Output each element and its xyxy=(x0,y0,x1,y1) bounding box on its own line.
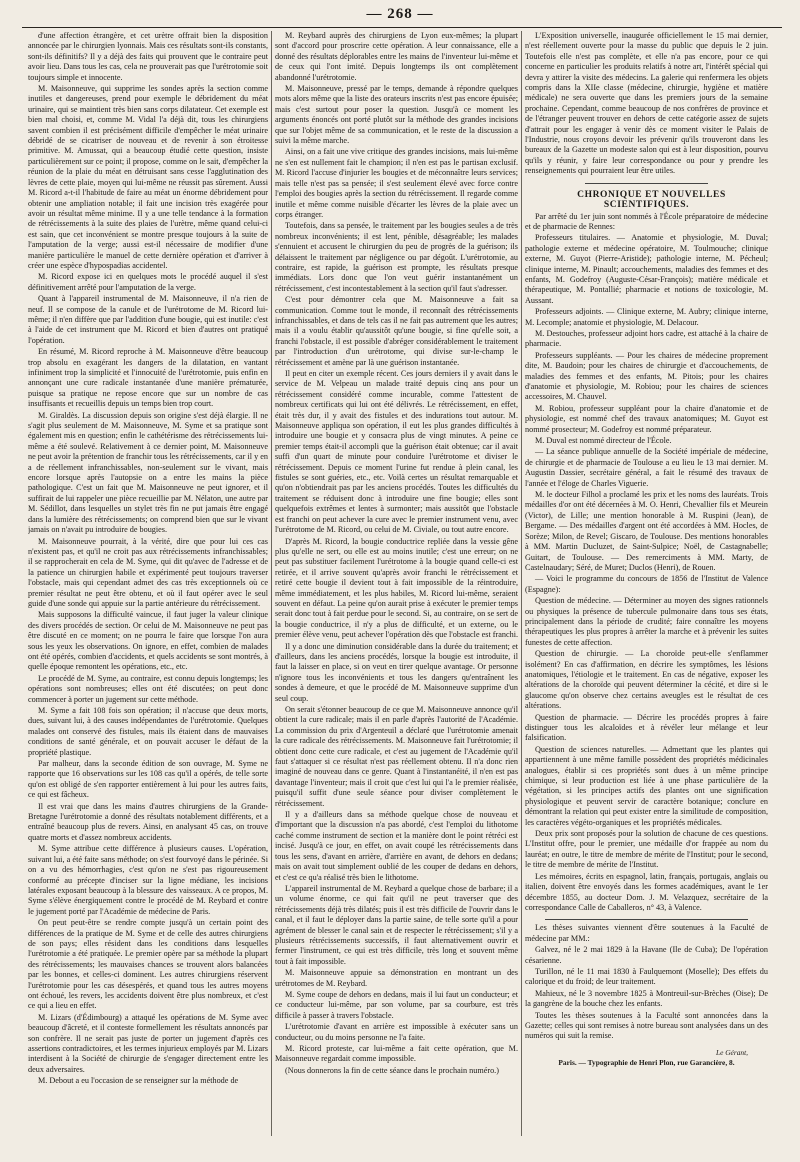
column-right xyxy=(525,31,768,1137)
section-title: CHRONIQUE ET NOUVELLES SCIENTIFIQUES. xyxy=(577,189,726,211)
paragraph: Professeurs titulaires. — Anatomie et physiologie, M. Duval; pathologie externe et médecine opératoire, M. Toulmouche; clinique externe, M. Guyot (Pierre-Aristide); pathologie interne, M. Pécheul; clinique interne, M. Pinault; accouchements, maladies des femmes et des enfants, M. Godefroy (Auguste-César-François); matière médicale et thérapeutique, M. Pontallié; pharmacie et notions de toxicologie, M. Aussant. xyxy=(525,233,768,305)
paragraph: L'urétrotomie d'avant en arrière est impossible à exécuter sans un conducteur, ou du moins personne ne l'a faite. xyxy=(275,1022,518,1042)
thesis-item: Galvez, né le 2 mai 1829 à la Havane (Ile de Cuba); De l'opération césarienne. xyxy=(525,945,768,965)
paragraph: M. Syme coupe de dehors en dedans, mais il lui faut un conducteur; et ce conducteur lui-même, par son volume, par sa courbure, est très difficile à passer à travers l'obstacle. xyxy=(275,989,518,1020)
section-separator xyxy=(545,919,748,920)
paragraph: On peut peut-être se rendre compte jusqu'à un certain point des différences de la pratique de M. Syme et de celle des autres chirurgiens de son pays; elles résident dans les conditions dans lesquelles l'urétrotomie a été pratiquée. Le premier opère par sa méthode la plupart des rétrécissements; les mauvaises chances se trouvent alors balancées par les bonnes, et celles-ci dominent. Les autres chirurgiens réservent l'urétrotomie pour les cas désespérés, et quand tous les autres moyens ont échoué, les revers, les accidents doivent être plus nombreux, et c'est ce qui a lieu en effet. xyxy=(28,918,268,1011)
paragraph: M. Duval est nommé directeur de l'École. xyxy=(535,436,672,446)
paragraph: M. Debout a eu l'occasion de se renseigner sur la méthode de xyxy=(38,1076,239,1086)
manager-signature: Le Gérant, xyxy=(715,1047,748,1057)
paragraph: M. le docteur Filhol a proclamé les prix et les noms des lauréats. Trois médailles d'or ont été décernées à M. O. Henri, Chevallier fils et Meurein (Victor), de Lille; une mention honorable à M. Ruspini (Jean), de Bergame. — Des médailles d'argent ont été accordées à MM. Hocles, de Sorèze; Milon, de Revel; Giscaro, de Toulouse. Des mentions honorables à MM. Martin Ducluzet, de Saint-Sulpice; Noël, de Castagnabelle; Guitart, de Toulouse. — Des remerciments à MM. Marty, de Castelnaudary; Séré, de Muret; Duclos (Henri), de Rouen. xyxy=(525,490,768,572)
paragraph: M. Ricord proteste, car lui-même a fait cette opération, que M. Maisonneuve regardait comme impossible. xyxy=(275,1044,518,1064)
footer xyxy=(525,1048,768,1069)
paragraph: M. Maisonneuve appuie sa démonstration en montrant un des urétrotomes de M. Reybard. xyxy=(275,968,518,988)
column-divider xyxy=(521,31,522,1136)
printer-imprint: Paris. — Typographie de Henri Plon, rue Garancière, 8. xyxy=(558,1058,735,1068)
paragraph: L'appareil instrumental de M. Reybard a quelque chose de barbare; il a un volume énorme, ce qui fait qu'il ne peut traverser que des rétrécissements déjà très dilatés; puis il est très difficile de l'ouvrir dans le canal, et il faut le déployer dans la partie saine, de telle sorte qu'il a pour agrément de blesser le canal sain et de respecter le rétrécissement; s'il y a plusieurs rétrécissements successifs, il faut alternativement ouvrir et fermer l'instrument, ce qui est très difficile, très long et souvent même tout à fait impossible. xyxy=(275,883,518,966)
paragraph: (Nous donnerons la fin de cette séance dans le prochain numéro.) xyxy=(285,1065,499,1075)
paragraph: L'Exposition universelle, inaugurée officiellement le 15 mai dernier, n'est réellement ouverte pour la masse du public que depuis le 2 juin. Toutefois elle n'est pas complète, et elle n'a pas encore, pour ce qui concerne en particulier les produits relatifs à notre art, l'intérêt spécial qui devra y attirer la visite des médecins. La galerie qui renfermera les objets compris dans la XIIe classe (médecine, chirurgie, hygiène et matière médicale) ne sera ouverte que dans les premiers jours de la semaine prochaine. Cependant, comme beaucoup de nos confrères de province et de l'étranger peuvent trouver en dehors de cette catégorie assez de sujets d'attrait pour les engager à venir dès ce moment visiter le Palais de l'Industrie, nous croyons devoir les prévenir qu'ils trouveront dans les bureaux de la Gazette un modeste salon qui est à leur disposition, pourvu qu'ils y réunir, y faire leur correspondance ou pour y prendre les renseignements qui pourraient leur être utiles. xyxy=(525,31,768,176)
paragraph: Question de pharmacie. — Décrire les procédés propres à faire distinguer tous les alcaloïdes et à révéler leur mélange et leur falsification. xyxy=(525,712,768,743)
paragraph: Professeurs adjoints. — Clinique externe, M. Aubry; clinique interne, M. Lecomple; anatomie et physiologie, M. Delacour. xyxy=(525,307,768,327)
column-left xyxy=(28,31,268,1137)
paragraph: On serait s'étonner beaucoup de ce que M. Maisonneuve annonce qu'il obtient la cure radicale; mais il en parle d'après l'autorité de l'Académie. La commission du prix d'Argenteuil a déclaré que l'urétrotomie amenait la cure radicale des rétrécissements. M. Maisonneuve fait l'urétrotomie; il obtient donc cette cure radicale, et c'est au jugement de l'Académie qu'il faut s'attaquer si ce résultat n'est pas réellement obtenu. Il n'a donc rien imaginé de nouveau dans ce genre. Quant à l'instantanéité, il n'en est pas davantage l'inventeur; mais il croit que c'est lui qui l'a le premier réalisée, puisqu'il suffit d'une seule séance pour diviser complètement le rétrécissement. xyxy=(275,705,518,808)
paragraph: Mais supposons la difficulté vaincue, il faut juger la valeur clinique des divers procédés de section. Or celui de M. Maisonneuve ne peut pas être discuté en ce moment; on ne pourra le faire que lorsque l'on aura sous les yeux les observations. On ignore, en effet, combien de malades ont été opérés, combien d'accidents, et quels accidents se sont montrés, à quelle époque remontent les opérations, etc., etc. xyxy=(28,610,268,672)
paragraph: Il y a d'ailleurs dans sa méthode quelque chose de nouveau et d'important que la discussion n'a pas abordé, c'est l'emploi du lithotome caché comme instrument de section et la manière dont le point rétréci est incisé. Jusqu'à ce jour, en effet, on avait coupé les rétrécissements dans tous les sens, d'avant en arrière, d'arrière en avant, de dehors en dedans; mais on avait tout simplement oublié de les couper de dedans en dehors, et c'est ce qu'a réalisé très bien le lithotome. xyxy=(275,810,518,882)
paragraph: Il y a donc une diminution considérable dans la durée du traitement; et d'ailleurs, dans les anciens procédés, lorsque la bougie est introduite, il faut la laisser en place, si on veut en tirer quelque avantage. Or personne n'ignore tous les inconvénients et tous les dangers qu'entraînent les sondes à demeure, et que le procédé de M. Maisonneuve supprime d'un seul coup. xyxy=(275,641,518,703)
thesis-item: Turillon, né le 11 mai 1830 à Faulquemont (Moselle); Des effets du calorique et du froid; de leur traitement. xyxy=(525,966,768,987)
paragraph: M. Maisonneuve, pressé par le temps, demande à répondre quelques mots alors même que la liste des orateurs inscrits n'est pas encore épuisée; mais c'est surtout pour poser la question. Jusqu'à ce moment les arguments énoncés ont porté plutôt sur la méthode des grandes incisions que sur l'objet même de sa communication, et le reste de la discussion a suivi la même marche. xyxy=(275,84,518,146)
paragraph: M. Reybard auprès des chirurgiens de Lyon eux-mêmes; la plupart sont d'accord pour proscrire cette opération. A leur connaissance, elle a donné des résultats déplorables entre les mains de l'inventeur lui-même et de ceux qui l'ont imité. Depuis longtemps ils ont complètement abandonné l'urétrotomie. xyxy=(275,31,518,82)
paragraph: En résumé, M. Ricord reproche à M. Maisonneuve d'être beaucoup trop absolu en exagérant les dangers de la dilatation, en vantant infiniment trop la simplicité et l'innocuité de l'urétrotomie, puis enfin en annonçant une cure radicale instantanée d'une manière prématurée, puisque sa pratique ne repose encore que sur un nombre de cas insuffisants et recueillis depuis un temps bien trop court. xyxy=(28,347,268,409)
paragraph: M. Maisonneuve, qui supprime les sondes après la section comme inutiles et dangereuses, prend pour exemple le débridement du méat urinaire, qui se maintient très bien sans corps dilatateur. Cet exemple est bien mal choisi, et, comme M. Vidal l'a déjà dit, tous les chirurgiens savent combien il est précisément difficile d'empêcher le méat urinaire débridé de se cicatriser de nouveau et de revenir à son étroitesse primitive. M. Amussat, qui a beaucoup étudié cette question, insiste particulièrement sur ce point; il propose, comme on le sait, d'empêcher la réunion de la plaie du méat en détruisant sans cesse l'agglutination des lèvres de cette plaie, moyen qui lui-même ne réussit pas sûrement. Aussi M. Ricord a-t-il l'habitude de faire au méat un énorme débridement pour obtenir une ampliation notable; il fait une incision très exagérée pour avoir un résultat même minime. Il y a une telle tendance à la formation de rétrécissements à la suite des plaies de l'urètre, même quand celui-ci est sain, que cet inconvénient se montre presque toujours à la suite de l'amputation de la verge; aussi est-il nécessaire de modifier d'une manière particulière le manuel de cette dernière opération et d'arriver à créer une espèce d'hypospadias accidentel. xyxy=(28,84,268,270)
paragraph: Question de chirurgie. — La choroïde peut-elle s'enflammer isolément? En cas d'affirmation, en décrire les symptômes, les lésions anatomiques, l'étiologie et le traitement. En cas de négative, exposer les altérations de la choroïde qui peuvent déterminer la cécité, et dire si le glaucome qu'on observe chez certains aveugles est le résultat de ces altérations. xyxy=(525,649,768,711)
paragraph: M. Robiou, professeur suppléant pour la chaire d'anatomie et de physiologie, est nommé chef des travaux anatomiques; M. Guyot est nommé prosecteur; M. Godefroy est nommé préparateur. xyxy=(525,403,768,434)
paragraph: Il peut en citer un exemple récent. Ces jours derniers il y avait dans le service de M. Velpeau un malade traité depuis cinq ans pour un rétrécissement considéré comme incurable, comme l'attestent de nombreux certificats qui lui ont été délivrés. Le rétrécissement, en effet, était très dur, il y avait des fistules et des indurations tout autour. M. Maisonneuve appliqua son opération, il eut les plus grandes difficultés à introduire une bougie et y consacra plus de vingt minutes. A peine ce premier temps était-il accompli que la guérison était obtenue; car il avait suffi d'un quart de minute pour conduire l'urétrotome et diviser le rétrécissement. Depuis ce moment l'urine fut rendue à plein canal, les fistules se sont guéries, etc., etc. Voilà certes un résultat remarquable et qu'on n'obtiendrait pas par les anciens procédés. Toutes les difficultés du traitement se réduisent donc à introduire une fine bougie; elles sont quelquefois extrêmes et lentes à surmonter; mais aussitôt que l'obstacle est franchi on peut achever la cure avec le premier instrument venu, avec l'urétrotome de M. Ricord, ou celui de M. Civiale, ou tout autre encore. xyxy=(275,369,518,535)
paragraph: Il est vrai que dans les mains d'autres chirurgiens de la Grande-Bretagne l'urétrotomie a donné des résultats notablement différents, et a entraîné beaucoup plus de revers. Ainsi, en analysant 45 cas, on trouve quatre morts et d'assez nombreux accidents. xyxy=(28,801,268,842)
column-divider xyxy=(271,31,272,1136)
section-separator xyxy=(585,183,708,184)
page-number: — 268 — xyxy=(366,6,434,22)
paragraph: Par arrêté du 1er juin sont nommés à l'École préparatoire de médecine et de pharmacie de Rennes: xyxy=(525,211,768,231)
paragraph: — Voici le programme du concours de 1856 de l'Institut de Valence (Espagne): xyxy=(525,574,768,594)
paragraph: Professeurs suppléants. — Pour les chaires de médecine proprement dite, M. Baudoin; pour les chaires de chirurgie et d'accouchements, de maladies des femmes et des enfants, M. Pitois; pour les chaires d'anatomie et physiologie, M. Robiou; pour les chaires de sciences accessoires, M. Chauvel. xyxy=(525,350,768,402)
paragraph: Le procédé de M. Syme, au contraire, est connu depuis longtemps; les opérations sont nombreuses; elles ont été discutées; on peut donc commencer à porter un jugement sur cette méthode. xyxy=(28,673,268,704)
paragraph: M. Destouches, professeur adjoint hors cadre, est attaché à la chaire de pharmacie. xyxy=(525,328,768,349)
paragraph: M. Giraldès. La discussion depuis son origine s'est déjà élargie. Il ne s'agit plus seulement de M. Maisonneuve, M. Syme et sa pratique sont également mis en question; enfin le cathétérisme des rétrécissements lui-même a été soulevé. Relativement à ce dernier point, M. Maisonneuve ne peut avoir la prétention de franchir tous les rétrécissements, car il y en a de réellement infranchissables, non-seulement sur le vivant, mais encore lorsque après l'autopsie on a entre les mains la pièce pathologique. C'est un fait que M. Maisonneuve ne peut ignorer, et il suffirait de lui rappeler une pièce recueillie par M. Nélaton, une autre par M. Sédillot, dans lesquelles un stylet très fin ne put jamais être engagé dans la lumière des rétrécissements; on comprend bien que sur le vivant jamais on n'avait pu introduire de bougies. xyxy=(28,410,268,535)
paragraph: C'est pour démontrer cela que M. Maisonneuve a fait sa communication. Comme tout le monde, il reconnaît des rétrécissements infranchissables, et dans de tels cas il ne fait pas autrement que les autres; mais il a voulu établir qu'aussitôt qu'une bougie, si fine qu'elle soit, a franchi l'obstacle, il est possible d'abréger considérablement le traitement par l'introduction d'un urétrotome, qui divise sur-le-champ le rétrécissement et amène par là une guérison instantanée. xyxy=(275,295,518,367)
paragraph: Question de sciences naturelles. — Admettant que les plantes qui appartiennent à une même famille possèdent des propriétés médicinales analogues, établir si ces propriétés sont dues à un même principe chimique, si leur production est liée à une phase particulière de la végétation, si les principes actifs des plantes ont une signification physiologique et peuvent servir de caractère botanique; conclure en démontrant la relation qui peut exister entre la similitude de composition, les caractères végéto-organiques et les propriétés médicales. xyxy=(525,744,768,827)
paragraph: D'après M. Ricord, la bougie conductrice repliée dans la vessie gêne plus qu'elle ne sert, ou elle est au moins inutile; c'est une erreur; on ne peut pas substituer facilement l'urétrotome à la bougie quand celle-ci est retirée, et il arrive souvent qu'après avoir franchi le rétrécissement et retiré cette bougie il devient tout à fait impossible de la réintroduire, même immédiatement, et les plus habiles, M. Ricord lui-même, seraient souvent en défaut. La peine qu'on aurait prise à exécuter le premier temps serait donc tout à fait perdue pour le second. Si, au contraire, on se sert de la bougie conductrice, il n'y a plus de difficulté, et un externe, ou le premier élève venu, peut achever l'opération dès que l'obstacle est franchi. xyxy=(275,536,518,640)
paragraph: M. Maisonneuve pourrait, à la vérité, dire que pour lui ces cas n'existent pas, et qu'il ne croit pas aux rétrécissements infranchissables; il se rapprocherait en cela de M. Syme, qui dit qu'avec de l'adresse et de la patience un chirurgien habile et expérimenté peut toujours traverser l'obstacle, mais qui cependant admet des cas très exceptionnels où ce premier résultat ne peut être obtenu, et où il faut opérer avec le seul guide d'une sonde qui appuie sur la partie antérieure du rétrécissement. xyxy=(28,536,268,608)
paragraph: Par malheur, dans la seconde édition de son ouvrage, M. Syme ne rapporte que 16 observations sur les 108 cas qu'il a opérés, de telle sorte qu'on est obligé de s'en rapporter entièrement à lui pour les autres faits, ce qui est fâcheux. xyxy=(28,759,268,800)
paragraph: Les thèses suivantes viennent d'être soutenues à la Faculté de médecine par MM.: xyxy=(525,923,768,943)
paragraph: M. Syme a fait 108 fois son opération; il n'accuse que deux morts, dues, suivant lui, à des causes indépendantes de l'urétrotomie. Quelques malades ont conservé des fistules, mais ils étaient dans de mauvaises conditions de santé générale, et on pouvait accuser le défaut de la propriété plastique. xyxy=(28,706,268,757)
paragraph: — La séance publique annuelle de la Société impériale de médecine, de chirurgie et de pharmacie de Toulouse a eu lieu le 13 mai dernier. M. Augustin Dassier, secrétaire général, a fait le résumé des travaux de l'année et l'éloge de Charles Viguerie. xyxy=(525,447,768,488)
paragraph: Toutes les thèses soutenues à la Faculté sont annoncées dans la Gazette; celles qui sont remises à notre bureau sont analysées dans un des numéros qui suit la remise. xyxy=(525,1010,768,1041)
paragraph: d'une affection étrangère, et cet urètre offrait bien la disposition annoncée par le chirurgien lyonnais. Mais ces résultats sont-ils constants, sont-ils définitifs? Il y a déjà des faits qui prouvent que le contraire peut avoir lieu. Dans tous les cas, cela ne prouverait pas que l'urétrotomie soit toujours simple et innocente. xyxy=(28,31,268,82)
paragraph: M. Lizars (d'Édimbourg) a attaqué les opérations de M. Syme avec beaucoup d'âcreté, et il conteste formellement les résultats annoncés par son confrère. Il ne serait pas juste de porter un jugement d'après ces assertions contradictoires, et les termes injurieux employés par M. Lizars interdisent à la Société de chirurgie de s'engager directement entre les deux adversaires. xyxy=(28,1012,268,1074)
paragraph: Les mémoires, écrits en espagnol, latin, français, portugais, anglais ou italien, doivent être envoyés dans les formes académiques, avant le 1er décembre 1855, au docteur Dom. J. M. Velazquez, secrétaire de la correspondance Calle de Caballeros, n° 43, à Valence. xyxy=(525,871,768,912)
thesis-item: Mahieux, né le 3 novembre 1825 à Montreuil-sur-Brèches (Oise); De la gangrène de la bouche chez les enfants. xyxy=(525,988,768,1009)
paragraph: M. Ricord expose ici en quelques mots le procédé auquel il s'est définitivement arrêté pour l'amputation de la verge. xyxy=(28,272,268,292)
paragraph: Quant à l'appareil instrumental de M. Maisonneuve, il n'a rien de neuf. Il se compose de la canule et de l'urétrotome de M. Ricord lui-même; il n'en diffère que par l'addition d'une bougie, qui est inutile: c'est à l'aide de cet instrument que M. Ricord et bien d'autres ont pratiqué l'opération. xyxy=(28,294,268,345)
paragraph: Toutefois, dans sa pensée, le traitement par les bougies seules a de très nombreux inconvénients; il est lent, pénible, désagréable; les malades s'ennuient et accusent le chirurgien du peu de progrès de la guérison; ils délaissent le traitement par négligence ou par dégoût. L'urétrotomie, au contraire, est rapide, la guérison est prompte, les résultats presque immédiats. Lors donc que l'on veut guérir instantanément un rétrécissement, c'est incontestablement à la section qu'il faut s'adresser. xyxy=(275,221,518,293)
header-rule xyxy=(22,27,782,28)
column-middle xyxy=(275,31,518,1137)
paragraph: M. Syme attribue cette différence à plusieurs causes. L'opération, suivant lui, a été faite sans méthode; on s'est fourvoyé dans le périnée. Si on a vu des hémorrhagies, c'est qu'on ne s'est pas rigoureusement conformé au précepte d'inciser sur la ligne médiane, les incisions latérales exposant beaucoup à la blessure des vaisseaux. A ce propos, M. Syme s'élève énergiquement contre le procédé de M. Reybard et contre le jugement porté par l'Académie de médecine de Paris. xyxy=(28,844,268,916)
paragraph: Question de médecine. — Déterminer au moyen des signes rationnels ou physiques la présence de tubercule pulmonaire dans tous ses états, principalement dans la période de crudité; faire connaître les moyens thérapeutiques les plus propres à arrêter la marche et à prévenir les suites funestes de cette affection. xyxy=(525,596,768,647)
paragraph: Deux prix sont proposés pour la solution de chacune de ces questions. L'Institut offre, pour le premier, une médaille d'or frappée au nom du lauréat; en outre, le titre de membre de mérite de l'Institut; pour le second, le titre de membre de mérite de l'Institut. xyxy=(525,829,768,870)
paragraph: Ainsi, on a fait une vive critique des grandes incisions, mais lui-même ne s'en est nullement fait le champion; il n'en est pas le partisan exclusif. M. Ricord l'accuse d'injurier les bougies et de méconnaître leurs services; mais telle n'est pas sa pensée; il s'est seulement élevé avec force contre l'emploi des bougies après la section du rétrécissement. Il regarde comme inutile et même comme nuisible d'écarter les lèvres de la plaie avec un corps étranger. xyxy=(275,147,518,219)
